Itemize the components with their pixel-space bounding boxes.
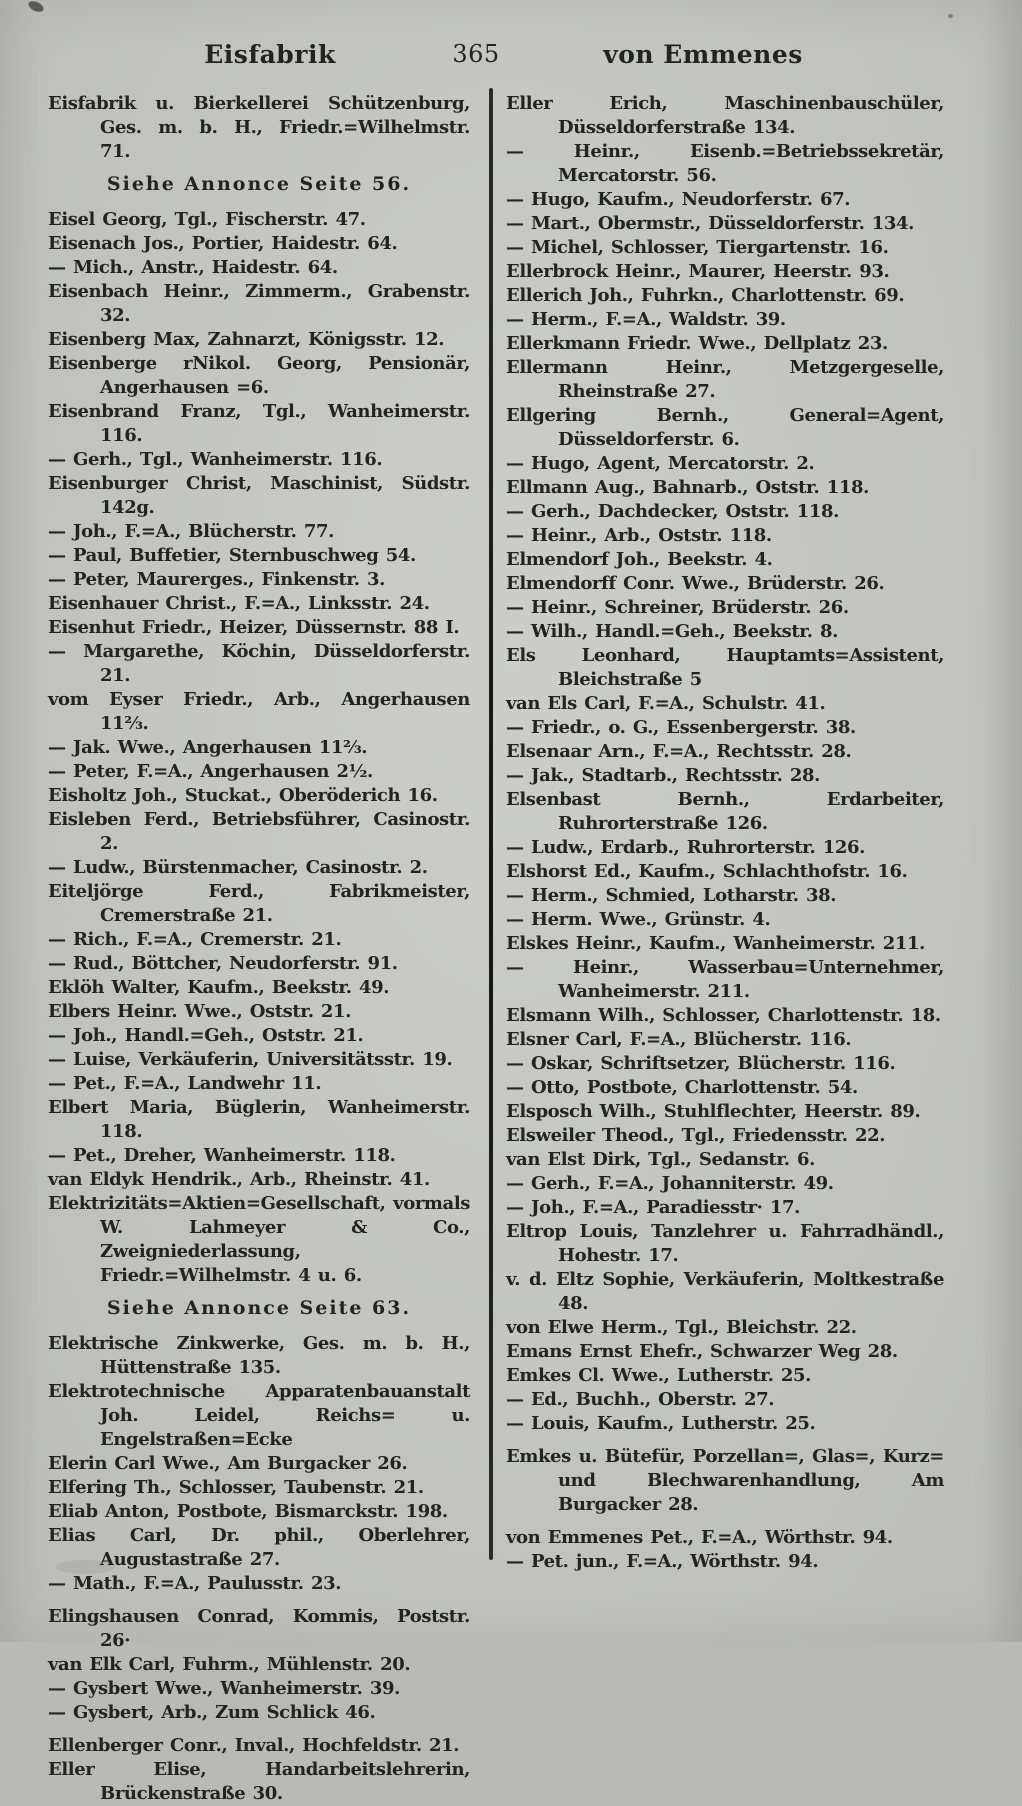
directory-entry: — Heinr., Arb., Oststr. 118. <box>506 525 772 546</box>
annonce-note: Siehe Annonce Seite 63. <box>106 1297 412 1319</box>
directory-entry: Elbers Heinr. Wwe., Oststr. 21. <box>48 1001 352 1022</box>
scan-speck <box>250 1585 258 1590</box>
directory-entry: — Herm., Schmied, Lotharstr. 38. <box>506 885 837 906</box>
directory-entry: v. d. Eltz Sophie, Verkäuferin, Moltkestraße 48. <box>506 1269 944 1314</box>
directory-entry: — Otto, Postbote, Charlottenstr. 54. <box>506 1077 858 1098</box>
directory-entry: — Herm. Wwe., Grünstr. 4. <box>506 909 771 930</box>
directory-entry: — Joh., F.=A., Blücherstr. 77. <box>48 521 335 542</box>
directory-entry: Els Leonhard, Hauptamts=Assistent, Bleichstraße 5 <box>506 645 944 690</box>
directory-entry: Eklöh Walter, Kaufm., Beekstr. 49. <box>48 977 390 998</box>
scan-speck <box>27 0 45 14</box>
directory-entry: — Michel, Schlosser, Tiergartenstr. 16. <box>506 237 889 258</box>
directory-entry: Eller Erich, Maschinenbauschüler, Düsseldorferstraße 134. <box>506 93 944 138</box>
directory-entry: Ellermann Heinr., Metzgergeselle, Rheinstraße 27. <box>506 357 944 402</box>
directory-entry: Elsposch Wilh., Stuhlflechter, Heerstr. 89. <box>506 1101 921 1122</box>
annonce-note: Siehe Annonce Seite 56. <box>106 173 412 195</box>
directory-entry: Emkes Cl. Wwe., Lutherstr. 25. <box>506 1365 811 1386</box>
directory-entry: Eisenach Jos., Portier, Haidestr. 64. <box>48 233 398 254</box>
directory-entry: Elektrizitäts=Aktien=Gesellschaft, vormals W. Lahmeyer & Co., Zweigniederlassung, Friedr.=Wilhelmstr. 4 u. 6. <box>48 1193 470 1286</box>
directory-entry: — Jak. Wwe., Angerhausen 11⅔. <box>48 737 368 758</box>
directory-entry: — Pet., F.=A., Landwehr 11. <box>48 1073 322 1094</box>
directory-entry: Eisenhauer Christ., F.=A., Linksstr. 24. <box>48 593 430 614</box>
directory-entry: Elmendorf Joh., Beekstr. 4. <box>506 549 773 570</box>
directory-entry: — Pet., Dreher, Wanheimerstr. 118. <box>48 1145 396 1166</box>
directory-entry: — Oskar, Schriftsetzer, Blücherstr. 116. <box>506 1053 896 1074</box>
directory-entry: — Heinr., Eisenb.=Betriebssekretär, Mercatorstr. 56. <box>506 141 944 186</box>
directory-entry: Elias Carl, Dr. phil., Oberlehrer, Augustastraße 27. <box>48 1525 470 1570</box>
directory-entry: — Rud., Böttcher, Neudorferstr. 91. <box>48 953 398 974</box>
directory-entry: Eller Elise, Handarbeitslehrerin, Brückenstraße 30. <box>48 1759 470 1804</box>
directory-entry: Elfering Th., Schlosser, Taubenstr. 21. <box>48 1477 424 1498</box>
directory-entry: Ellerbrock Heinr., Maurer, Heerstr. 93. <box>506 261 890 282</box>
directory-entry: — Gerh., F.=A., Johanniterstr. 49. <box>506 1173 834 1194</box>
directory-entry: Elsenaar Arn., F.=A., Rechtsstr. 28. <box>506 741 852 762</box>
directory-entry: Eisenbrand Franz, Tgl., Wanheimerstr. 116. <box>48 401 470 446</box>
column-divider-rule <box>489 88 493 1560</box>
directory-entry: Eltrop Louis, Tanzlehrer u. Fahrradhändl., Hohestr. 17. <box>506 1221 944 1266</box>
directory-entry: — Pet. jun., F.=A., Wörthstr. 94. <box>506 1551 819 1572</box>
directory-entry: van Els Carl, F.=A., Schulstr. 41. <box>506 693 826 714</box>
directory-entry: — Gysbert, Arb., Zum Schlick 46. <box>48 1702 376 1723</box>
directory-entry: Elsner Carl, F.=A., Blücherstr. 116. <box>506 1029 852 1050</box>
directory-entry: Eisel Georg, Tgl., Fischerstr. 47. <box>48 209 366 230</box>
directory-entry: — Mart., Obermstr., Düsseldorferstr. 134. <box>506 213 915 234</box>
directory-entry: — Joh., F.=A., Paradiesstr· 17. <box>506 1197 801 1218</box>
directory-entry: von Emmenes Pet., F.=A., Wörthstr. 94. <box>506 1527 893 1548</box>
left-column <box>48 92 470 1806</box>
directory-entry: Ellerkmann Friedr. Wwe., Dellplatz 23. <box>506 333 888 354</box>
directory-entry: — Heinr., Schreiner, Brüderstr. 26. <box>506 597 849 618</box>
directory-entry: — Gysbert Wwe., Wanheimerstr. 39. <box>48 1678 400 1699</box>
directory-entry: van Elk Carl, Fuhrm., Mühlenstr. 20. <box>48 1654 411 1675</box>
directory-entry: — Joh., Handl.=Geh., Oststr. 21. <box>48 1025 364 1046</box>
directory-entry: Elektrotechnische Apparatenbauanstalt Joh. Leidel, Reichs= u. Engelstraßen=Ecke <box>48 1381 470 1450</box>
directory-entry: Elingshausen Conrad, Kommis, Poststr. 26· <box>48 1606 470 1651</box>
directory-entry: — Paul, Buffetier, Sternbuschweg 54. <box>48 545 416 566</box>
directory-entry: Elsenbast Bernh., Erdarbeiter, Ruhrorterstraße 126. <box>506 789 944 834</box>
directory-entry: Eliab Anton, Postbote, Bismarckstr. 198. <box>48 1501 448 1522</box>
directory-entry: Elshorst Ed., Kaufm., Schlachthofstr. 16. <box>506 861 908 882</box>
directory-entry: Ellenberger Conr., Inval., Hochfeldstr. 21. <box>48 1735 460 1756</box>
directory-entry: Eisenburger Christ, Maschinist, Südstr. 142g. <box>48 473 470 518</box>
scan-smudge <box>55 1560 115 1574</box>
running-header-right-keyword: von Emmenes <box>603 40 803 69</box>
directory-entry: — Gerh., Tgl., Wanheimerstr. 116. <box>48 449 383 470</box>
directory-entry: — Jak., Stadtarb., Rechtsstr. 28. <box>506 765 820 786</box>
directory-entry: — Luise, Verkäuferin, Universitätsstr. 19. <box>48 1049 453 1070</box>
directory-entry: Eisholtz Joh., Stuckat., Oberöderich 16. <box>48 785 438 806</box>
directory-entry: — Hugo, Kaufm., Neudorferstr. 67. <box>506 189 851 210</box>
directory-entry: Emans Ernst Ehefr., Schwarzer Weg 28. <box>506 1341 898 1362</box>
directory-entry: — Friedr., o. G., Essenbergerstr. 38. <box>506 717 856 738</box>
directory-entry: Elmendorff Conr. Wwe., Brüderstr. 26. <box>506 573 885 594</box>
directory-entry: Elsweiler Theod., Tgl., Friedensstr. 22. <box>506 1125 886 1146</box>
directory-entry: Eisenhut Friedr., Heizer, Düssernstr. 88 I. <box>48 617 460 638</box>
directory-entry: van Eldyk Hendrik., Arb., Rheinstr. 41. <box>48 1169 430 1190</box>
directory-entry: Eiteljörge Ferd., Fabrikmeister, Cremerstraße 21. <box>48 881 470 926</box>
directory-entry: — Peter, F.=A., Angerhausen 2½. <box>48 761 373 782</box>
directory-entry: Eisenbach Heinr., Zimmerm., Grabenstr. 32. <box>48 281 470 326</box>
directory-entry: — Peter, Maurerges., Finkenstr. 3. <box>48 569 386 590</box>
directory-entry: — Ludw., Erdarb., Ruhrorterstr. 126. <box>506 837 866 858</box>
running-header-left-keyword: Eisfabrik <box>204 40 336 69</box>
directory-entry: — Louis, Kaufm., Lutherstr. 25. <box>506 1413 816 1434</box>
directory-entry: vom Eyser Friedr., Arb., Angerhausen 11⅔. <box>48 689 470 734</box>
directory-entry: — Heinr., Wasserbau=Unternehmer, Wanheimerstr. 211. <box>506 957 944 1002</box>
directory-entry: Eisfabrik u. Bierkellerei Schützenburg, Ges. m. b. H., Friedr.=Wilhelmstr. 71. <box>48 93 470 162</box>
directory-entry: Eisenberge rNikol. Georg, Pensionär, Angerhausen =6. <box>48 353 470 398</box>
directory-entry: Ellmann Aug., Bahnarb., Oststr. 118. <box>506 477 869 498</box>
right-column <box>506 92 944 1574</box>
directory-entry: Ellerich Joh., Fuhrkn., Charlottenstr. 69. <box>506 285 905 306</box>
directory-entry: — Hugo, Agent, Mercatorstr. 2. <box>506 453 815 474</box>
running-header <box>0 40 1022 80</box>
directory-entry: — Herm., F.=A., Waldstr. 39. <box>506 309 786 330</box>
directory-entry: — Wilh., Handl.=Geh., Beekstr. 8. <box>506 621 838 642</box>
directory-entry: — Rich., F.=A., Cremerstr. 21. <box>48 929 342 950</box>
directory-entry: Elerin Carl Wwe., Am Burgacker 26. <box>48 1453 408 1474</box>
directory-entry: Emkes u. Bütefür, Porzellan=, Glas=, Kurz= und Blechwarenhandlung, Am Burgacker 28. <box>506 1446 944 1515</box>
directory-entry: Ellgering Bernh., General=Agent, Düsseldorferstr. 6. <box>506 405 944 450</box>
directory-entry: Elbert Maria, Büglerin, Wanheimerstr. 118. <box>48 1097 470 1142</box>
directory-entry: — Gerh., Dachdecker, Oststr. 118. <box>506 501 839 522</box>
directory-entry: — Margarethe, Köchin, Düsseldorferstr. 21. <box>48 641 470 686</box>
directory-entry: Elsmann Wilh., Schlosser, Charlottenstr. 18. <box>506 1005 941 1026</box>
directory-entry: — Ludw., Bürstenmacher, Casinostr. 2. <box>48 857 428 878</box>
directory-entry: Eisenberg Max, Zahnarzt, Königsstr. 12. <box>48 329 445 350</box>
directory-entry: — Mich., Anstr., Haidestr. 64. <box>48 257 338 278</box>
directory-entry: Elektrische Zinkwerke, Ges. m. b. H., Hüttenstraße 135. <box>48 1333 470 1378</box>
directory-entry: Elskes Heinr., Kaufm., Wanheimerstr. 211. <box>506 933 926 954</box>
directory-entry: — Math., F.=A., Paulusstr. 23. <box>48 1573 342 1594</box>
directory-entry: — Ed., Buchh., Oberstr. 27. <box>506 1389 775 1410</box>
directory-entry: van Elst Dirk, Tgl., Sedanstr. 6. <box>506 1149 815 1170</box>
page-number: 365 <box>452 40 500 68</box>
directory-entry: von Elwe Herm., Tgl., Bleichstr. 22. <box>506 1317 857 1338</box>
directory-entry: Eisleben Ferd., Betriebsführer, Casinostr. 2. <box>48 809 470 854</box>
scan-speck <box>948 14 953 18</box>
